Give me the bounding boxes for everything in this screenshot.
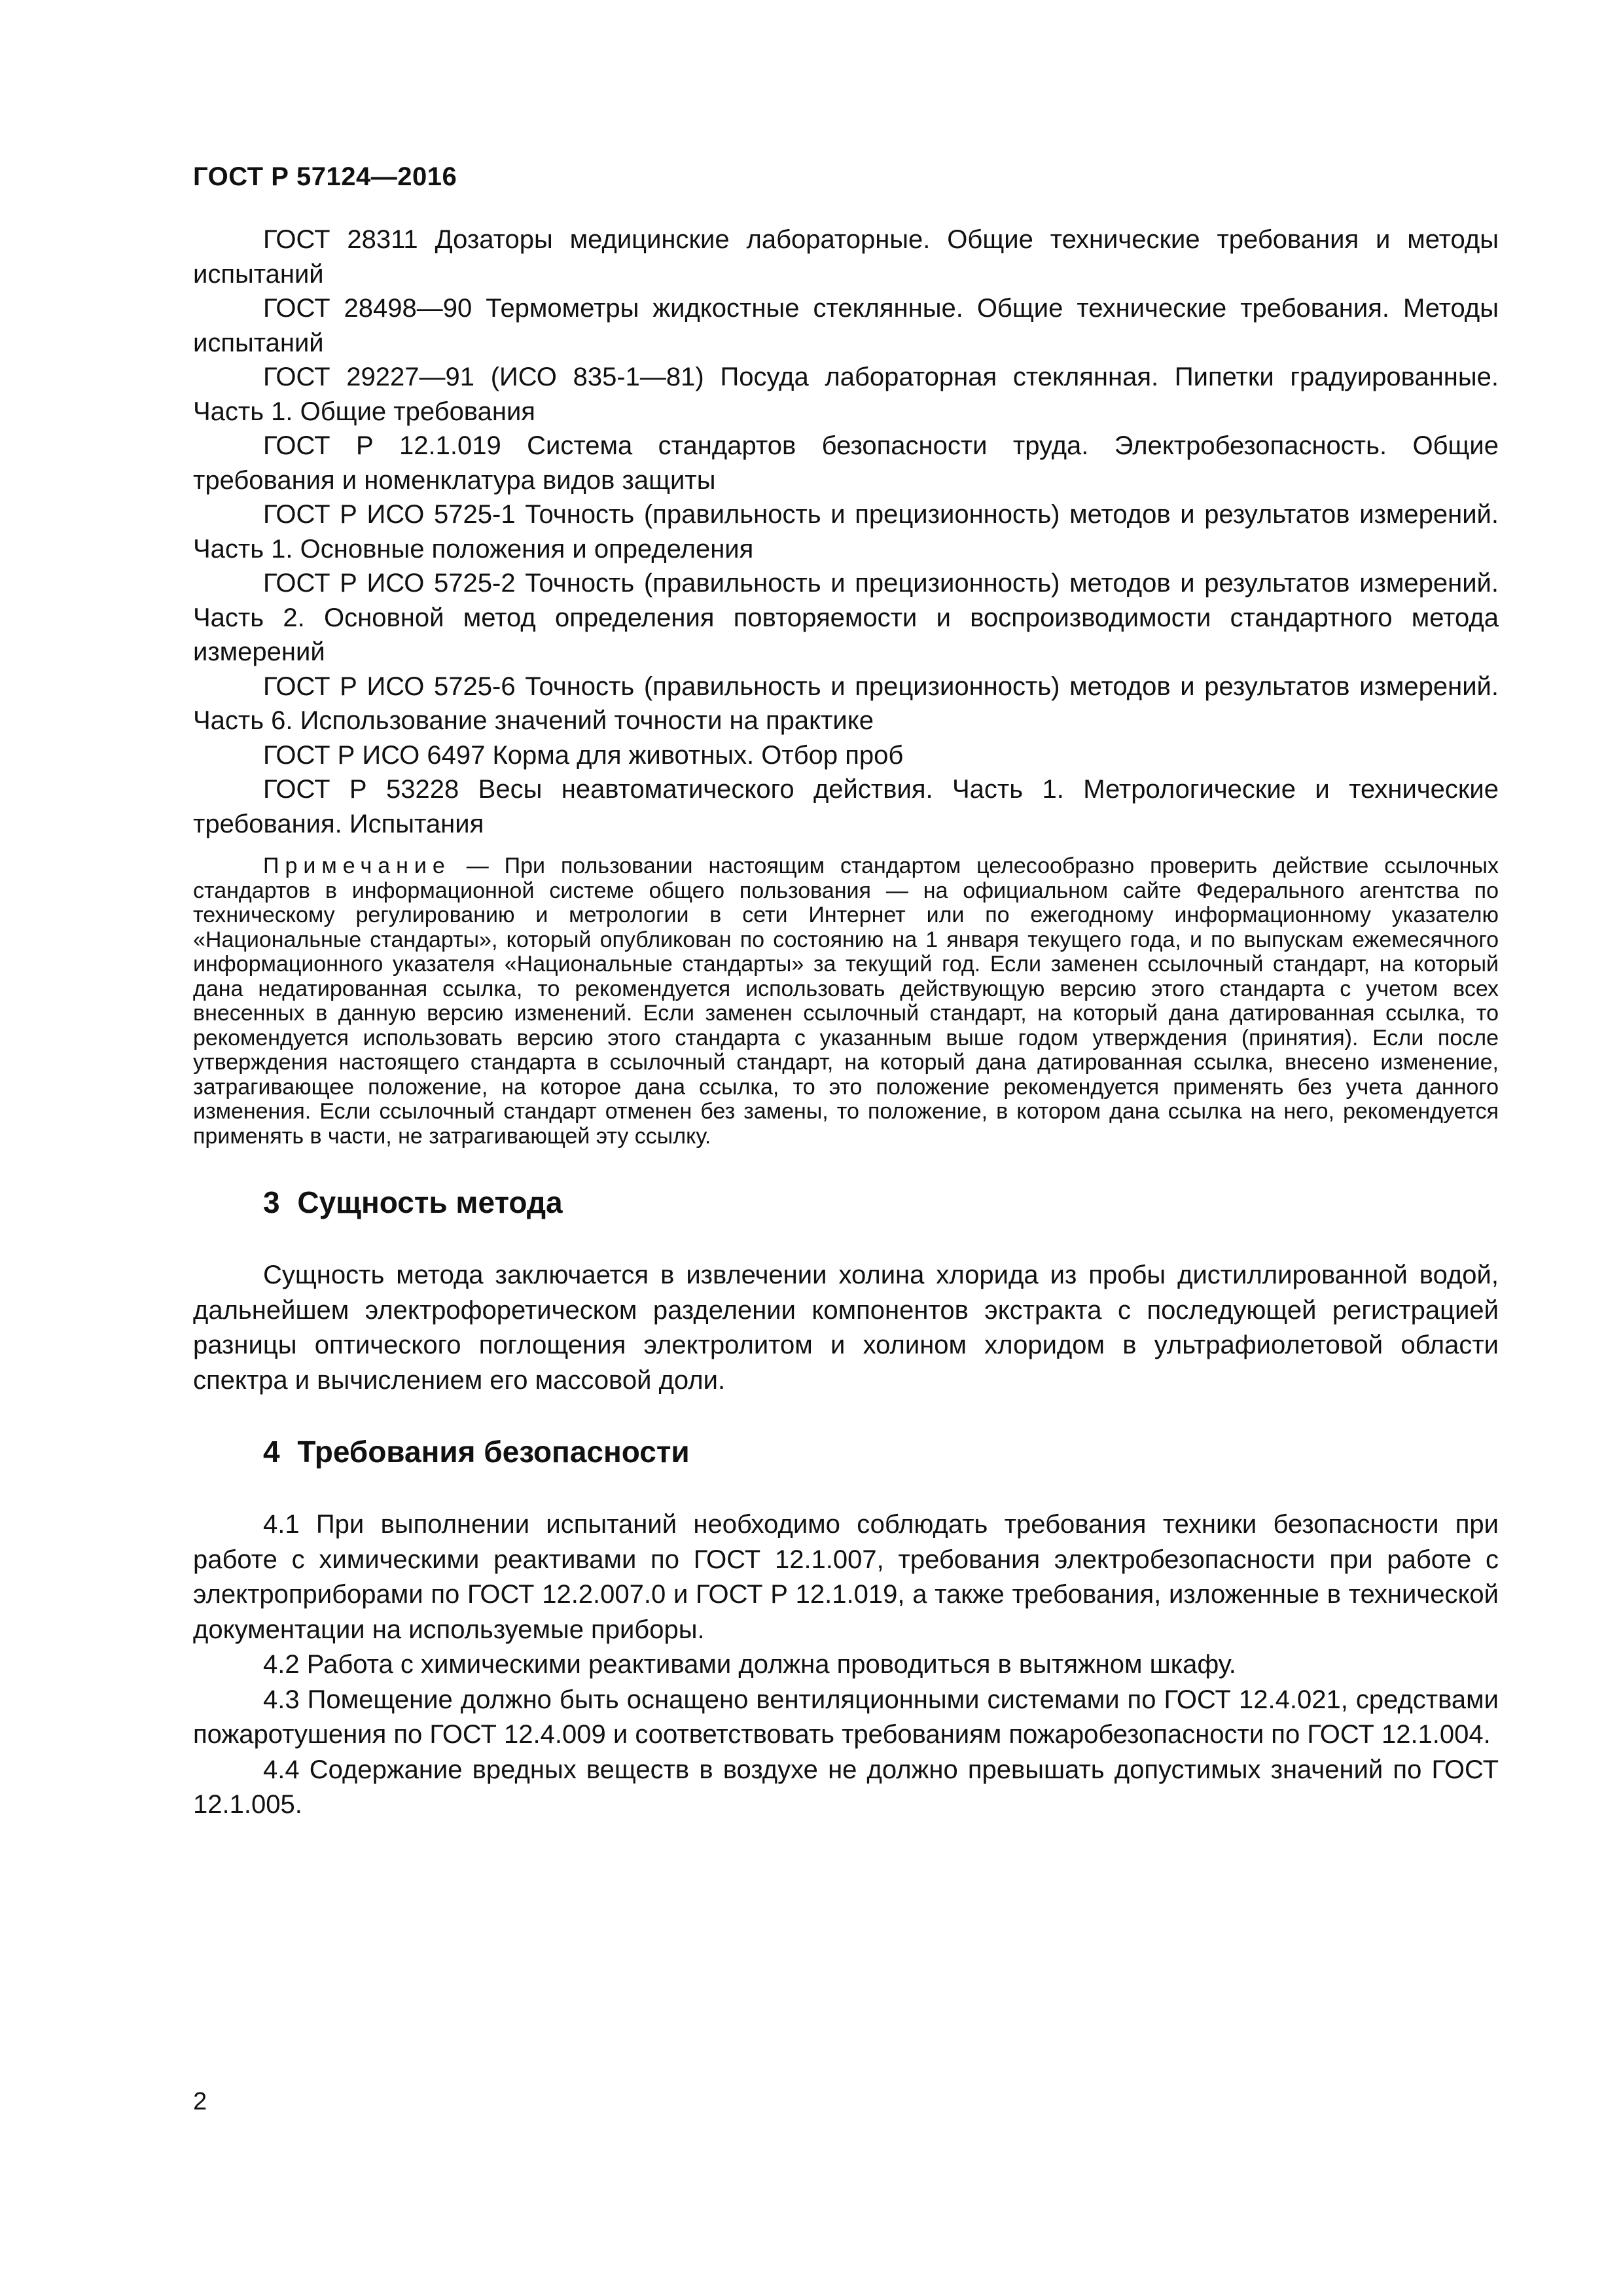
reference-item: ГОСТ Р ИСО 5725-6 Точность (правильность и прецизионность) методов и результатов измерений. Часть 6. Использование значений точности на практике [193,672,1499,735]
note-paragraph [193,854,1499,1149]
section-3-number: 3 [263,1185,280,1219]
standard-header: ГОСТ Р 57124—2016 [193,162,457,191]
reference-item: ГОСТ 29227—91 (ИСО 835-1—81) Посуда лабораторная стеклянная. Пипетки градуированные. Часть 1. Общие требования [193,363,1499,426]
page-content [193,223,1499,1823]
section-4-title: Требования безопасности [297,1435,690,1469]
section-3-paragraph: Сущность метода заключается в извлечении холина хлорида из пробы дистиллированной водой, дальнейшем электрофоретическом разделении компонентов экстракта с последующей регистрацией разницы оптического поглощения электролитом и холином хлоридом в ультрафиолетовой области спектра и вычислением его массовой доли. [193,1261,1499,1395]
note-text: — При пользовании настоящим стандартом целесообразно проверить действие ссылочных стандартов в информационной системе общего пользования — на официальном сайте Федерального агентства по техническому регулированию и метрологии в сети Интернет или по ежегодному информационному указателю «Национальные стандарты», который опубликован по состоянию на 1 января текущего года, и по выпускам ежемесячного информационного указателя «Национальные стандарты» за текущий год. Если заменен ссылочный стандарт, на который дана недатированная ссылка, то рекомендуется использовать действующую версию этого стандарта с учетом всех внесенных в данную версию изменений. Если заменен ссылочный стандарт, на который дана датированная ссылка, то рекомендуется использовать версию этого стандарта с указанным выше годом утверждения (принятия). Если после утверждения настоящего стандарта в ссылочный стандарт, на который дана датированная ссылка, внесено изменение, затрагивающее положение, на которое дана ссылка, то это положение рекомендуется применять без учета данного изменения. Если ссылочный стандарт отменен без замены, то положение, в котором дана ссылка на него, рекомендуется применять в части, не затрагивающей эту ссылку. [193,853,1499,1149]
reference-item: ГОСТ Р ИСО 6497 Корма для животных. Отбор проб [263,740,904,770]
section-3-heading [263,1183,1499,1222]
reference-item: ГОСТ Р 53228 Весы неавтоматического действия. Часть 1. Метрологические и технические требования. Испытания [193,775,1499,838]
clause-4-2: 4.2 Работа с химическими реактивами должна проводиться в вытяжном шкафу. [263,1650,1236,1679]
reference-item: ГОСТ Р ИСО 5725-2 Точность (правильность и прецизионность) методов и результатов измерений. Часть 2. Основной метод определения повторяемости и воспроизводимости стандартного метода измерений [193,569,1499,666]
clause-4-1: 4.1 При выполнении испытаний необходимо соблюдать требования техники безопасности при работе с химическими реактивами по ГОСТ 12.1.007, требования электробезопасности при работе с электроприборами по ГОСТ 12.2.007.0 и ГОСТ Р 12.1.019, а также требования, изложенные в технической документации на используемые приборы. [193,1510,1499,1644]
reference-item: ГОСТ 28311 Дозаторы медицинские лабораторные. Общие технические требования и методы испытаний [193,225,1499,289]
reference-item: ГОСТ Р ИСО 5725-1 Точность (правильность и прецизионность) методов и результатов измерений. Часть 1. Основные положения и определения [193,500,1499,564]
clause-4-3: 4.3 Помещение должно быть оснащено вентиляционными системами по ГОСТ 12.4.021, средствами пожаротушения по ГОСТ 12.4.009 и соответствовать требованиям пожаробезопасности по ГОСТ 12.1.004. [193,1685,1499,1749]
page-number: 2 [193,2088,207,2115]
note-label: Примечание [263,853,451,878]
section-4-heading [263,1432,1499,1471]
reference-item: ГОСТ Р 12.1.019 Система стандартов безопасности труда. Электробезопасность. Общие требования и номенклатура видов защиты [193,431,1499,495]
normative-references-list [193,223,1499,841]
reference-item: ГОСТ 28498—90 Термометры жидкостные стеклянные. Общие технические требования. Методы испытаний [193,294,1499,357]
section-3-title: Сущность метода [297,1185,563,1219]
section-3-body [193,1258,1499,1398]
section-4-body [193,1507,1499,1823]
section-4-number: 4 [263,1435,280,1469]
clause-4-4: 4.4 Содержание вредных веществ в воздухе не должно превышать допустимых значений по ГОСТ 12.1.005. [193,1755,1499,1819]
